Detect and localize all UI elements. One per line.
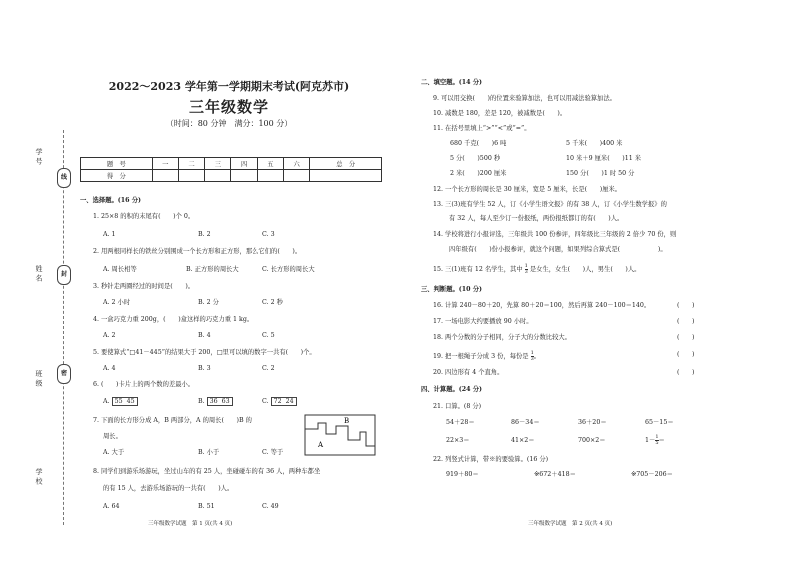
score-header-cell: 题 号 — [81, 158, 153, 170]
q7-option-b: B. 小于 — [198, 449, 220, 456]
question-8-line1: 8. 同学们到游乐场游玩，坐过山车的有 25 人，坐碰碰车的有 36 人，两种车都坐 — [93, 468, 321, 475]
question-3: 3. 秒针走两圈经过的时间是( )。 — [93, 283, 195, 290]
question-4: 4. 一盒巧克力重 200g，( )盒这样的巧克力重 1 kg。 — [93, 316, 254, 323]
q8-option-c: C. 49 — [262, 503, 279, 510]
judge-19-text: 19. 把一根绳子分成 3 份，每份是 — [433, 353, 529, 360]
q6-option-a-letter: A. — [103, 398, 112, 405]
q15-fraction — [525, 264, 528, 275]
q6-option-a — [103, 397, 138, 406]
question-13-line2: 有 32 人，每人至少订一份报纸，两份报纸都订的有( )人。 — [449, 215, 624, 222]
judge-17-answer[interactable]: ( ) — [677, 318, 695, 325]
q5-option-a: A. 4 — [103, 365, 116, 372]
section-3-heading: 三、判断题。(10 分) — [421, 286, 482, 293]
question-6: 6. ( )卡片上的两个数的差最小。 — [93, 381, 195, 388]
question-14-line1: 14. 学校将进行小报评选，三年级共 100 份参评，四年级比三年级的 2 倍少 70 份，则 — [433, 231, 677, 238]
card-a-num2: 45 — [126, 398, 135, 405]
time-score-info: （时间：80 分钟 满分：100 分） — [165, 119, 293, 128]
q11-item-4: 10 米＋9 厘米( )11 米 — [566, 155, 642, 162]
q15-text-b: 是女生，女生( )人，男生( )人。 — [529, 266, 641, 273]
score-header-cell: 三 — [205, 158, 231, 170]
question-12: 12. 一个长方形的周长是 30 厘米，宽是 5 厘米，长是( )厘米。 — [433, 186, 622, 193]
card-c — [271, 397, 297, 406]
q11-item-2: 5 千米( )400 米 — [566, 140, 623, 147]
q1-option-a: A. 1 — [103, 231, 116, 238]
judge-18: 18. 两个分数的分子相同，分子大的分数比较大。 — [433, 334, 571, 341]
oral-1: 54＋28＝ — [446, 419, 475, 426]
q3-option-b: B. 2 分 — [198, 299, 219, 306]
judge-16: 16. 计算 240－80＋20，先算 80＋20＝100，然后再算 240－100＝140。 — [433, 302, 651, 309]
score-header-cell: 二 — [178, 158, 204, 170]
card-b-num2: 63 — [221, 398, 230, 405]
q2-option-c: C. 长方形的周长大 — [262, 266, 315, 273]
judge-19-denominator: 3 — [530, 356, 534, 362]
oral-4: 65－15＝ — [645, 419, 674, 426]
question-14-line2: 四年级有( )份小报参评，就这个问题，如果列综合算式是( )。 — [449, 246, 667, 253]
question-2: 2. 用两根同样长的铁丝分别围成一个长方形和正方形，那么它们的( )。 — [93, 248, 302, 255]
oral-3: 36＋20＝ — [578, 419, 607, 426]
page-2-footer: 三年级数学试题 第 2 页(共 4 页) — [528, 521, 613, 527]
score-header-cell: 六 — [284, 158, 310, 170]
q6-option-c-letter: C. — [262, 398, 271, 405]
score-table — [80, 157, 382, 182]
seal-mark-line: 线 — [57, 168, 71, 188]
judge-20-answer[interactable]: ( ) — [677, 369, 695, 376]
question-1: 1. 25×8 的积的末尾有( )个 0。 — [93, 213, 195, 220]
school-label: 学 校 — [35, 468, 43, 485]
oral-6: 41×2＝ — [511, 437, 535, 444]
oral-8: 1－ $\frac{1}{5}$ ＝ — [645, 434, 665, 446]
q15-denominator: 3 — [524, 269, 528, 275]
score-cell[interactable] — [284, 170, 310, 182]
oral-7: 700×2＝ — [578, 437, 606, 444]
binding-line — [63, 130, 64, 525]
q2-option-b: B. 正方形的周长大 — [186, 266, 239, 273]
question-7-line2: 周长。 — [103, 433, 122, 440]
q8-option-a: A. 64 — [103, 503, 120, 510]
question-11: 11. 在括号里填上“>”“<”或“=”。 — [433, 125, 531, 132]
oral-8-denominator: 5 — [655, 440, 659, 446]
q6-option-b — [198, 397, 233, 406]
judge-19-answer[interactable]: ( ) — [677, 351, 695, 358]
card-c-num1: 72 — [273, 398, 282, 405]
question-10: 10. 减数是 180，差是 120，被减数是( )。 — [433, 110, 567, 117]
score-cell[interactable] — [231, 170, 257, 182]
name-label: 姓 名 — [35, 265, 43, 282]
card-a-num1: 55 — [114, 398, 123, 405]
q11-item-1: 680 千克( )6 吨 — [450, 140, 507, 147]
judge-17: 17. 一场电影大约要播放 90 小时。 — [433, 318, 533, 325]
score-cell[interactable] — [257, 170, 283, 182]
vertical-calc-1: 919＋80＝ — [446, 471, 479, 478]
judge-19-numerator: 1 — [530, 350, 534, 356]
question-9: 9. 可以用交换( )的位置来验算加法，也可以用减法验算加法。 — [433, 95, 616, 102]
section-2-heading: 二、填空题。(14 分) — [421, 79, 482, 86]
q2-option-a: A. 周长相等 — [103, 266, 137, 273]
q11-item-3: 5 分( )500 秒 — [450, 155, 501, 162]
judge-16-answer[interactable]: ( ) — [677, 302, 695, 309]
question-22: 22. 列竖式计算，带※的要验算。(16 分) — [433, 456, 549, 463]
student-number-label: 学 号 — [35, 148, 43, 165]
q1-option-c: C. 3 — [262, 231, 275, 238]
card-b-num1: 36 — [209, 398, 218, 405]
oral-2: 86－34＝ — [511, 419, 540, 426]
card-a — [112, 397, 138, 406]
oral-8-text: 1－ — [645, 437, 656, 444]
score-cell[interactable] — [205, 170, 231, 182]
section-1-heading: 一、选择题。(16 分) — [80, 197, 141, 204]
q15-text-a: 15. 三(1)班有 12 名学生，其中 — [433, 266, 523, 273]
card-b — [207, 397, 233, 406]
seal-mark-mi: 密 — [57, 364, 71, 384]
oral-5: 22×3＝ — [446, 437, 470, 444]
q4-option-b: B. 4 — [198, 332, 211, 339]
vertical-calc-2: ※672＋418＝ — [534, 471, 576, 478]
region-b-label: B — [344, 417, 350, 425]
judge-19-fraction — [531, 351, 534, 362]
dividing-line — [305, 423, 375, 446]
region-a-label: A — [318, 441, 324, 449]
question-7-line1: 7. 下面的长方形分成 A，B 两部分，A 的周长( )B 的 — [93, 417, 252, 424]
q11-item-5: 2 米( )200 厘米 — [450, 170, 507, 177]
question-5: 5. 要使算式“□41－445”的结果大于 200，□里可以填的数字一共有( )个。 — [93, 349, 316, 356]
q3-option-c: C. 2 秒 — [262, 299, 283, 306]
score-cell[interactable] — [152, 170, 178, 182]
q11-item-6: 150 分( )1 时 50 分 — [566, 170, 635, 177]
exam-title: 2022～2023 学年第一学期期末考试(阿克苏市) — [108, 80, 350, 93]
seal-mark-feng: 封 — [57, 265, 71, 285]
subject-title: 三年级数学 — [188, 98, 269, 116]
score-header-cell: 总 分 — [310, 158, 382, 170]
q8-option-b: B. 51 — [198, 503, 215, 510]
oral-8-fraction — [655, 435, 658, 446]
q6-option-b-letter: B. — [198, 398, 207, 405]
q3-option-a: A. 2 小时 — [103, 299, 131, 306]
judge-20: 20. 四边形有 4 个直角。 — [433, 369, 504, 376]
rectangle-outline — [305, 415, 375, 455]
score-cell[interactable] — [310, 170, 382, 182]
question-8-line2: 的有 15 人，去游乐场游玩的一共有( )人。 — [103, 485, 234, 492]
score-header-cell: 一 — [152, 158, 178, 170]
question-13-line1: 13. 三(3)班有学生 52 人，订《小学生语文报》的有 38 人，订《小学生数学报》的 — [433, 201, 667, 208]
card-c-num2: 24 — [285, 398, 294, 405]
q5-option-c: C. 2 — [262, 365, 275, 372]
vertical-calc-3: ※705－206＝ — [631, 471, 673, 478]
score-cell[interactable] — [178, 170, 204, 182]
oral-8-numerator: 1 — [655, 434, 659, 440]
q5-option-b: B. 3 — [198, 365, 211, 372]
score-header-cell: 四 — [231, 158, 257, 170]
judge-18-answer[interactable]: ( ) — [677, 334, 695, 341]
judge-19: 19. 把一根绳子分成 3 份，每份是 $\frac{1}{3}$ 。 — [433, 350, 541, 362]
class-label: 班 级 — [35, 370, 43, 387]
q4-option-a: A. 2 — [103, 332, 116, 339]
q15-numerator: 1 — [524, 263, 528, 269]
score-header-cell: 五 — [257, 158, 283, 170]
score-table-header-row — [81, 158, 382, 170]
q7-option-a: A. 大于 — [103, 449, 125, 456]
question-15 — [433, 264, 640, 275]
q7-option-c: C. 等于 — [262, 449, 284, 456]
page-1-footer: 三年级数学试题 第 1 页(共 4 页) — [148, 521, 233, 527]
q6-option-c — [262, 397, 297, 406]
section-4-heading: 四、计算题。(24 分) — [421, 386, 482, 393]
question-21: 21. 口算。(8 分) — [433, 403, 482, 410]
score-table-score-row — [81, 170, 382, 182]
q7-rectangle-figure — [304, 414, 376, 456]
score-row-label: 得 分 — [81, 170, 153, 182]
q4-option-c: C. 5 — [262, 332, 275, 339]
q1-option-b: B. 2 — [198, 231, 211, 238]
